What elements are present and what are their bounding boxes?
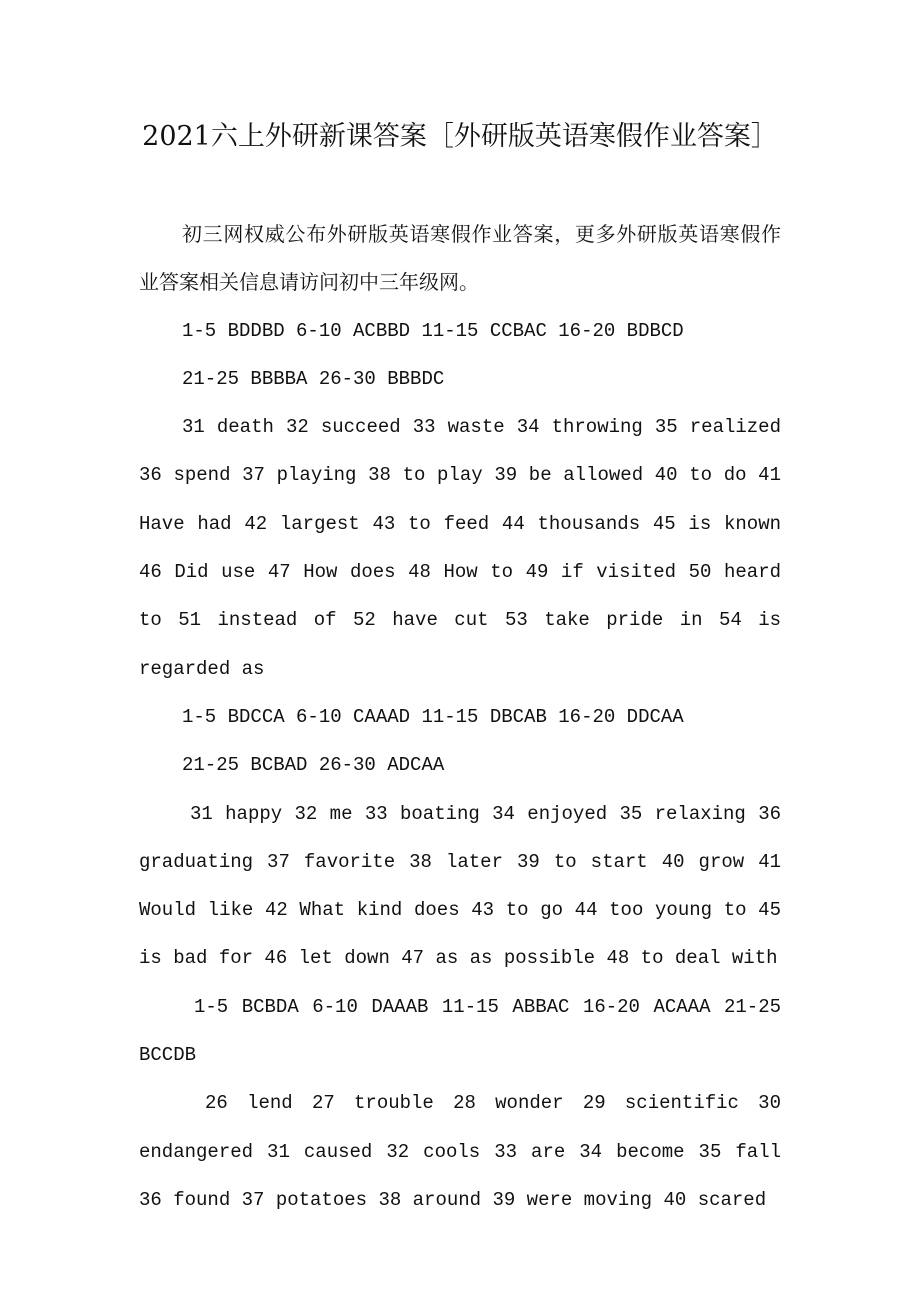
intro-paragraph: 初三网权威公布外研版英语寒假作业答案，更多外研版英语寒假作业答案相关信息请访问初中三年级网。 bbox=[139, 222, 781, 295]
section-3-choice-line: 1-5 BCBDA 6-10 DAAAB 11-15 ABBAC 16-20 ACAAA 21-25 BCCDB bbox=[139, 995, 781, 1067]
document-title: 2021六上外研新课答案［外研版英语寒假作业答案］ bbox=[142, 121, 778, 152]
section-1-choice-line-2: 21-25 BBBBA 26-30 BBBDC bbox=[182, 367, 445, 390]
section-1-fill-in: 31 death 32 succeed 33 waste 34 throwing 35 realized 36 spend 37 playing 38 to play 39 be allowed 40 to do 41 Have had 42 largest 43 to feed 44 thousands 45 is known 46 Did use 47 How does 48 How to 49 if visited 50 heard to 51 instead of 52 have cut 53 take pride in 54 is regarded as bbox=[139, 416, 781, 680]
section-2-choice-line-2: 21-25 BCBAD 26-30 ADCAA bbox=[182, 754, 445, 777]
section-2-fill-in: 31 happy 32 me 33 boating 34 enjoyed 35 relaxing 36 graduating 37 favorite 38 later 39 to start 40 grow 41 Would like 42 What kind does 43 to go 44 too young to 45 is bad for 46 let down 47 as as possible 48 to deal with bbox=[139, 802, 781, 970]
section-1-choice-line-1: 1-5 BDDBD 6-10 ACBBD 11-15 CCBAC 16-20 BDBCD bbox=[182, 319, 684, 342]
section-3-fill-in: 26 lend 27 trouble 28 wonder 29 scientific 30 endangered 31 caused 32 cools 33 are 34 become 35 fall 36 found 37 potatoes 38 around 39 were moving 40 scared bbox=[139, 1092, 781, 1211]
section-2-choice-line-1: 1-5 BDCCA 6-10 CAAAD 11-15 DBCAB 16-20 DDCAA bbox=[182, 705, 684, 728]
document-body bbox=[139, 210, 781, 1224]
